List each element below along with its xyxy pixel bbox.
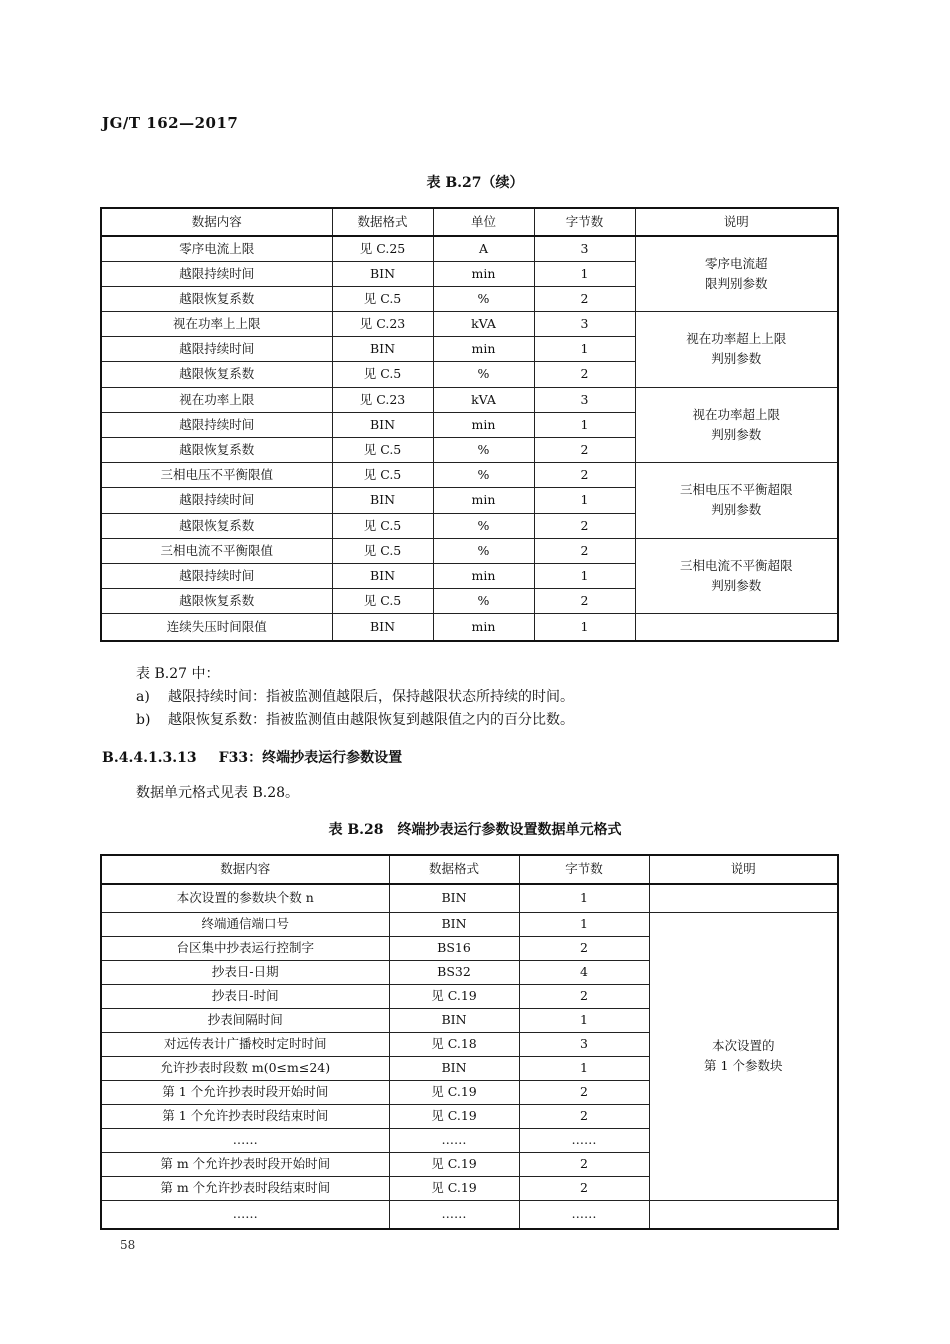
table-cell: 2	[519, 1176, 649, 1200]
section-number: B.4.4.1.3.13	[102, 750, 197, 766]
table-cell: 见 C.5	[332, 362, 433, 387]
group-description	[635, 614, 838, 641]
table-cell: 越限恢复系数	[101, 438, 332, 463]
page-number: 58	[120, 1238, 136, 1252]
table-cell	[649, 1200, 838, 1229]
table-cell: BIN	[389, 1008, 519, 1032]
table-cell: 抄表日-日期	[101, 960, 389, 984]
column-header: 单位	[433, 208, 534, 236]
table-cell: %	[433, 463, 534, 488]
table-row	[101, 1200, 838, 1229]
column-header: 说明	[635, 208, 838, 236]
table-cell: A	[433, 236, 534, 261]
table-cell: 见 C.19	[389, 1080, 519, 1104]
note-text: 越限恢复系数：指被监测值由越限恢复到越限值之内的百分比数。	[168, 712, 574, 728]
table-cell: 1	[519, 1056, 649, 1080]
table-cell: ……	[519, 1128, 649, 1152]
table-cell: 见 C.5	[332, 538, 433, 563]
table-cell: BS16	[389, 936, 519, 960]
table-cell: 三相电压不平衡限值	[101, 463, 332, 488]
note-item-b	[136, 709, 574, 729]
table-cell: ……	[389, 1200, 519, 1229]
table-cell: 第 1 个允许抄表时段结束时间	[101, 1104, 389, 1128]
table-row	[101, 312, 838, 337]
table-cell: 越限持续时间	[101, 261, 332, 286]
paragraph: 数据单元格式见表 B.28。	[136, 785, 300, 801]
table-cell: min	[433, 488, 534, 513]
table-cell: 越限持续时间	[101, 337, 332, 362]
table-cell: 3	[534, 236, 635, 261]
table-cell: min	[433, 261, 534, 286]
group-description: 三相电流不平衡超限 判别参数	[635, 538, 838, 614]
table-cell: 1	[534, 412, 635, 437]
table-cell: 见 C.19	[389, 1152, 519, 1176]
table-cell: min	[433, 614, 534, 641]
table-cell: 连续失压时间限值	[101, 614, 332, 641]
table-cell: 2	[534, 589, 635, 614]
table-cell: 越限持续时间	[101, 563, 332, 588]
table-cell: BIN	[332, 412, 433, 437]
table-row	[101, 463, 838, 488]
table-cell: BIN	[332, 488, 433, 513]
table-cell: 1	[519, 1008, 649, 1032]
table-b27-caption: 表 B.27（续）	[426, 175, 524, 191]
table-cell: 越限恢复系数	[101, 286, 332, 311]
table-cell: 1	[534, 488, 635, 513]
table-cell: ……	[101, 1200, 389, 1229]
table-cell: 越限恢复系数	[101, 513, 332, 538]
table-cell: 2	[519, 936, 649, 960]
table-cell: 见 C.5	[332, 589, 433, 614]
table-row	[101, 912, 838, 936]
table-cell: 第 1 个允许抄表时段开始时间	[101, 1080, 389, 1104]
table-cell: kVA	[433, 312, 534, 337]
table-cell: BIN	[389, 884, 519, 912]
table-cell: 见 C.5	[332, 463, 433, 488]
table-cell: 2	[534, 286, 635, 311]
table-cell: 见 C.5	[332, 286, 433, 311]
column-header: 字节数	[519, 855, 649, 884]
table-cell: 抄表日-时间	[101, 984, 389, 1008]
document-code: JG/T 162—2017	[102, 114, 239, 132]
group-description: 零序电流超 限判别参数	[635, 236, 838, 312]
table-cell: %	[433, 438, 534, 463]
table-cell: %	[433, 538, 534, 563]
table-cell	[649, 884, 838, 912]
table-cell: %	[433, 513, 534, 538]
column-header: 数据格式	[332, 208, 433, 236]
table-cell: 1	[534, 614, 635, 641]
table-cell: 3	[534, 387, 635, 412]
table-cell: 见 C.19	[389, 984, 519, 1008]
table-cell: 见 C.25	[332, 236, 433, 261]
table-cell: 越限持续时间	[101, 488, 332, 513]
table-cell: 越限恢复系数	[101, 589, 332, 614]
table-cell: 视在功率上限	[101, 387, 332, 412]
section-title: F33：终端抄表运行参数设置	[218, 750, 403, 766]
note-label: b)	[136, 712, 151, 728]
table-cell: BIN	[389, 1056, 519, 1080]
table-cell: BIN	[332, 337, 433, 362]
table-cell: 见 C.18	[389, 1032, 519, 1056]
table-b28	[100, 854, 839, 1230]
table-cell: 见 C.5	[332, 438, 433, 463]
table-cell: 见 C.19	[389, 1104, 519, 1128]
table-cell: 2	[534, 362, 635, 387]
table-header-row	[101, 855, 838, 884]
table-cell: 1	[534, 563, 635, 588]
table-cell: %	[433, 589, 534, 614]
table-cell: 第 m 个允许抄表时段开始时间	[101, 1152, 389, 1176]
table-cell: ……	[519, 1200, 649, 1229]
table-cell: 终端通信端口号	[101, 912, 389, 936]
table-cell: BIN	[332, 563, 433, 588]
table-cell: BIN	[332, 261, 433, 286]
note-item-a	[136, 686, 574, 706]
table-row	[101, 236, 838, 261]
table-cell: 2	[519, 1152, 649, 1176]
table-cell: 2	[519, 984, 649, 1008]
table-cell: BIN	[332, 614, 433, 641]
note-text: 越限持续时间：指被监测值越限后，保持越限状态所持续的时间。	[168, 689, 574, 705]
table-cell: 三相电流不平衡限值	[101, 538, 332, 563]
table-header-row	[101, 208, 838, 236]
table-cell: 2	[534, 538, 635, 563]
block-description: 本次设置的 第 1 个参数块	[649, 912, 838, 1200]
table-row	[101, 538, 838, 563]
table-row	[101, 884, 838, 912]
table-cell: 第 m 个允许抄表时段结束时间	[101, 1176, 389, 1200]
table-cell: 零序电流上限	[101, 236, 332, 261]
table-cell: 越限恢复系数	[101, 362, 332, 387]
section-heading	[102, 747, 402, 767]
group-description: 三相电压不平衡超限 判别参数	[635, 463, 838, 539]
table-cell: 对远传表计广播校时定时时间	[101, 1032, 389, 1056]
table-cell: BIN	[389, 912, 519, 936]
column-header: 字节数	[534, 208, 635, 236]
table-cell: 视在功率上上限	[101, 312, 332, 337]
table-cell: 见 C.5	[332, 513, 433, 538]
table-cell: 3	[534, 312, 635, 337]
table-cell: 1	[534, 337, 635, 362]
table-cell: 抄表间隔时间	[101, 1008, 389, 1032]
table-cell: 允许抄表时段数 m(0≤m≤24)	[101, 1056, 389, 1080]
table-cell: 见 C.23	[332, 387, 433, 412]
column-header: 数据内容	[101, 855, 389, 884]
table-cell: 2	[534, 463, 635, 488]
table-cell: 2	[534, 438, 635, 463]
column-header: 说明	[649, 855, 838, 884]
table-cell: 越限持续时间	[101, 412, 332, 437]
table-cell: min	[433, 337, 534, 362]
table-row	[101, 387, 838, 412]
table-cell: %	[433, 362, 534, 387]
table-row	[101, 614, 838, 641]
table-b28-caption: 表 B.28 终端抄表运行参数设置数据单元格式	[328, 822, 622, 838]
table-cell: 2	[534, 513, 635, 538]
table-cell: 1	[519, 884, 649, 912]
table-cell: 2	[519, 1080, 649, 1104]
table-cell: 本次设置的参数块个数 n	[101, 884, 389, 912]
table-b27	[100, 207, 839, 642]
column-header: 数据内容	[101, 208, 332, 236]
table-cell: kVA	[433, 387, 534, 412]
notes-intro: 表 B.27 中：	[136, 666, 220, 682]
table-cell: 1	[519, 912, 649, 936]
group-description: 视在功率超上上限 判别参数	[635, 312, 838, 388]
table-cell: ……	[101, 1128, 389, 1152]
table-cell: 见 C.19	[389, 1176, 519, 1200]
table-cell: 3	[519, 1032, 649, 1056]
table-cell: min	[433, 563, 534, 588]
group-description: 视在功率超上限 判别参数	[635, 387, 838, 463]
table-cell: %	[433, 286, 534, 311]
table-cell: 4	[519, 960, 649, 984]
table-cell: BS32	[389, 960, 519, 984]
table-cell: min	[433, 412, 534, 437]
table-cell: ……	[389, 1128, 519, 1152]
table-cell: 见 C.23	[332, 312, 433, 337]
column-header: 数据格式	[389, 855, 519, 884]
table-cell: 2	[519, 1104, 649, 1128]
table-cell: 1	[534, 261, 635, 286]
note-label: a)	[136, 689, 150, 705]
table-cell: 台区集中抄表运行控制字	[101, 936, 389, 960]
